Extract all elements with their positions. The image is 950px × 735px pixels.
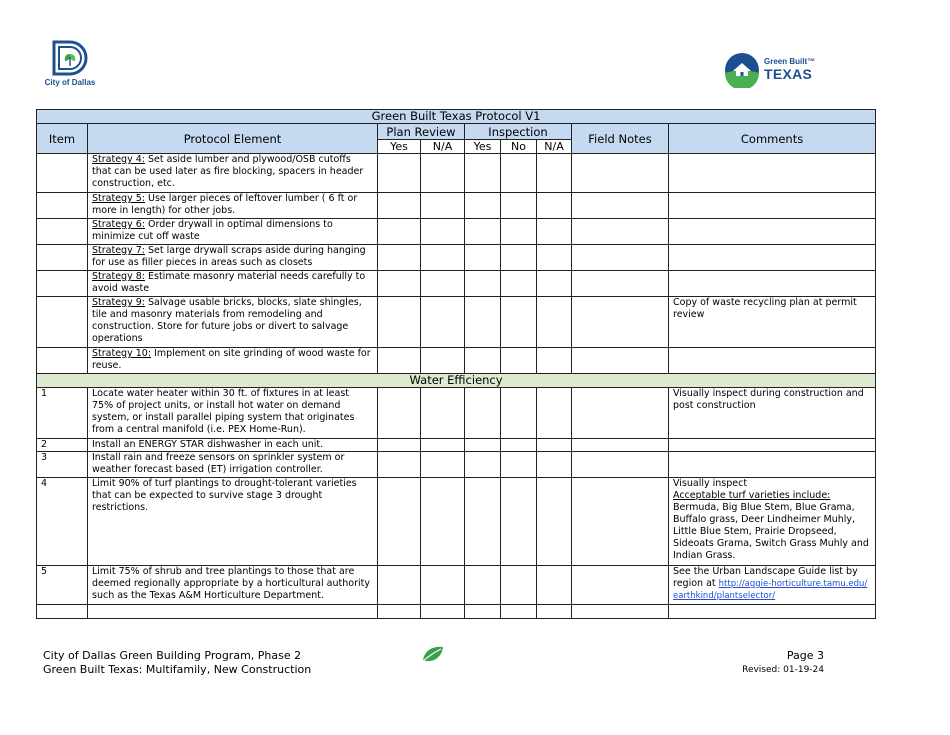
footer-subtitle-line: Green Built Texas: Multifamily, New Construction [43,663,312,676]
footer-left [43,649,311,677]
table-row [37,439,876,452]
strategy-text: Order drywall in optimal dimensions to minimize cut off waste [92,219,333,242]
item-number: 2 [37,439,88,452]
strategy-label: Strategy 10: [92,348,152,359]
col-header-field-notes: Field Notes [572,124,669,154]
col-header-plan-review: Plan Review [378,124,465,140]
strategy-text: Use larger pieces of leftover lumber ( 6 ft or more in length) for other jobs. [92,193,358,216]
comment-cell [669,193,876,219]
comment-cell [669,348,876,374]
strategy-label: Strategy 5: [92,193,145,204]
table-row [37,388,876,439]
sub-header-no: No [501,140,537,154]
table-row [37,297,876,348]
strategy-text: Set aside lumber and plywood/OSB cutoffs that can be used later as fire blocking, spacers in header construction, etc. [92,154,364,189]
strategy-label: Strategy 6: [92,219,145,230]
sub-header-yes: Yes [465,140,501,154]
comment-cell [669,154,876,193]
table-row [37,219,876,245]
strategy-label: Strategy 9: [92,297,145,308]
col-header-comments: Comments [669,124,876,154]
turf-varieties-list: Bermuda, Big Blue Stem, Blue Grama, Buffalo grass, Deer Lindheimer Muhly, Little Blue Stem, Prairie Dropseed, Sideoats Grama, Switch Grass Muhly and Indian Grass. [673,502,869,561]
item-cell [37,219,88,245]
item-cell [37,348,88,374]
item-cell [37,193,88,219]
strategy-label: Strategy 4: [92,154,145,165]
comment-cell [669,245,876,271]
protocol-table [36,109,876,619]
table-row [37,605,876,619]
protocol-cell [88,154,378,193]
protocol-cell: Install rain and freeze sensors on sprinkler system or weather forecast based (ET) irrigation controller. [88,452,378,478]
protocol-cell [88,193,378,219]
comment-cell [669,566,876,605]
strategy-text: Estimate masonry material needs carefully to avoid waste [92,271,366,294]
table-row [37,348,876,374]
item-number: 4 [37,478,88,566]
sub-header-yes: Yes [378,140,421,154]
item-cell [37,154,88,193]
strategy-label: Strategy 7: [92,245,145,256]
item-number: 3 [37,452,88,478]
comment-line: Visually inspect [673,478,748,489]
item-number: 1 [37,388,88,439]
protocol-cell: Locate water heater within 30 ft. of fixtures in at least 75% of project units, or install hot water on demand system, or install parallel piping system that originates from a central manifold (i.e. PEX Home-Run). [88,388,378,439]
table-row [37,271,876,297]
city-logo-caption: City of Dallas [44,78,96,87]
sub-header-na: N/A [537,140,572,154]
table-title: Green Built Texas Protocol V1 [37,110,876,124]
strategy-text: Implement on site grinding of wood waste for reuse. [92,348,371,371]
protocol-cell [88,245,378,271]
protocol-cell [88,297,378,348]
col-header-item: Item [37,124,88,154]
turf-varieties-heading: Acceptable turf varieties include: [673,490,831,501]
dallas-d-icon [50,40,90,76]
city-of-dallas-logo [42,40,98,90]
page-number: Page 3 [786,649,824,662]
comment-cell [669,439,876,452]
protocol-cell [88,219,378,245]
item-cell [37,271,88,297]
protocol-cell [88,348,378,374]
protocol-cell: Limit 90% of turf plantings to drought-tolerant varieties that can be expected to survive stage 3 drought restrictions. [88,478,378,566]
comment-cell: Visually inspect during construction and post construction [669,388,876,439]
table-row [37,566,876,605]
strategy-text: Set large drywall scraps aside during hanging for use as filler pieces in areas such as closets [92,245,366,268]
gbt-house-icon [724,52,760,88]
gbt-logo-top-text: Green Built™ [764,57,816,66]
strategy-text: Salvage usable bricks, blocks, slate shingles, tile and masonry materials from remodeling and construction. Store for future jobs or divert to salvage operations [92,297,362,344]
protocol-cell: Install an ENERGY STAR dishwasher in each unit. [88,439,378,452]
leaf-icon [421,644,445,664]
section-water-efficiency: Water Efficiency [37,374,876,388]
comment-cell [669,452,876,478]
strategy-label: Strategy 8: [92,271,145,282]
protocol-cell: Limit 75% of shrub and tree plantings to those that are deemed regionally appropriate by a horticultural authority such as the Texas A&M Horticulture Department. [88,566,378,605]
sub-header-na: N/A [421,140,465,154]
comment-text: See the Urban Landscape Guide list by region at [673,566,858,589]
table-row [37,478,876,566]
table-row [37,245,876,271]
comment-cell [669,478,876,566]
footer-right [740,649,824,677]
footer-program-line: City of Dallas Green Building Program, Phase 2 [43,649,302,662]
table-row [37,193,876,219]
revised-date: Revised: 01-19-24 [742,665,824,675]
protocol-cell [88,271,378,297]
green-built-texas-logo [724,52,824,88]
comment-cell: Copy of waste recycling plan at permit review [669,297,876,348]
col-header-protocol: Protocol Element [88,124,378,154]
item-number: 5 [37,566,88,605]
table-row [37,154,876,193]
plant-selector-link[interactable]: http://aggie-horticulture.tamu.edu/earthkind/plantselector/ [673,579,868,601]
table-row [37,452,876,478]
item-cell [37,297,88,348]
gbt-logo-bottom-text: TEXAS [764,66,813,82]
comment-cell [669,271,876,297]
item-cell [37,245,88,271]
col-header-inspection: Inspection [465,124,572,140]
comment-cell [669,219,876,245]
